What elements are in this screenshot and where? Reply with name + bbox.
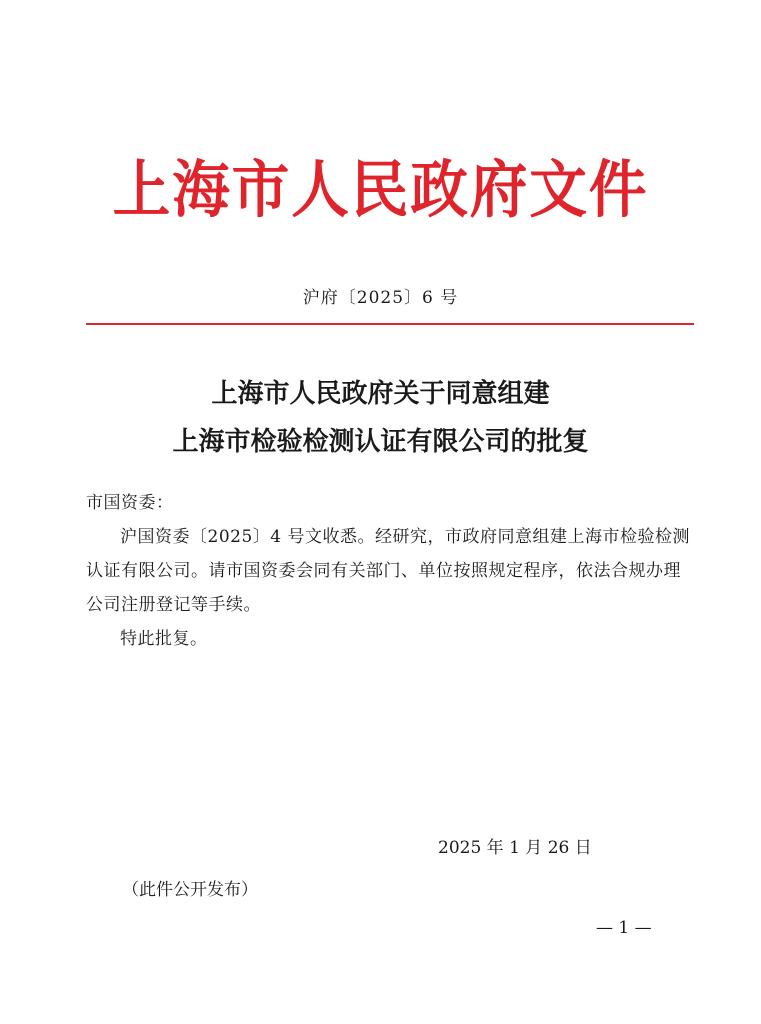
closing-paragraph: 特此批复。 — [120, 629, 208, 649]
issue-date: 2025 年 1 月 26 日 — [438, 838, 592, 858]
page-number: — 1 — — [596, 918, 652, 938]
document-masthead: 上海市人民政府文件 — [112, 153, 649, 226]
title-line-2: 上海市检验检测认证有限公司的批复 — [172, 427, 589, 457]
salutation: 市国资委： — [86, 493, 174, 513]
red-divider-line — [86, 323, 694, 325]
document-number: 沪府〔2025〕6 号 — [302, 288, 459, 308]
document-body — [86, 486, 694, 656]
document-title — [0, 370, 761, 466]
title-line-1: 上海市人民政府关于同意组建 — [211, 379, 550, 409]
body-paragraph: 沪国资委〔2025〕4 号文收悉。经研究，市政府同意组建上海市检验检测认证有限公司。请市国资委会同有关部门、单位按照规定程序，依法合规办理公司注册登记等手续。 — [86, 527, 690, 615]
publish-note: （此件公开发布） — [122, 880, 258, 900]
